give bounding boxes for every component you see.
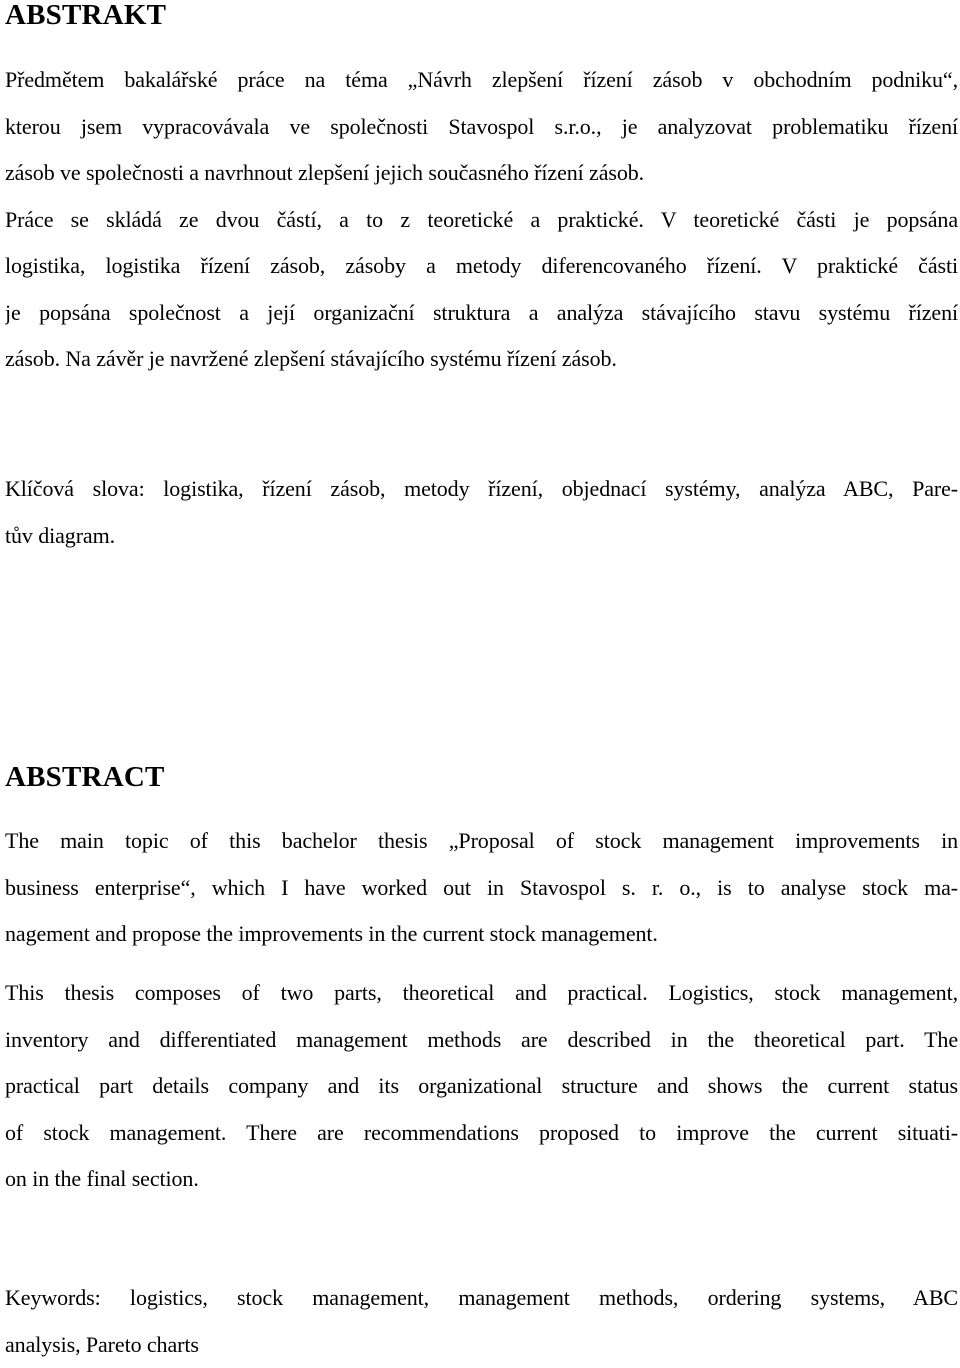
english-keywords-line: analysis, Pareto charts (5, 1322, 958, 1368)
czech-abstract-line: je popsána společnost a její organizační struktura a analýza stávajícího stavu systému řízení (5, 290, 958, 337)
czech-abstract-paragraph (5, 57, 958, 383)
czech-keywords-line: Klíčová slova: logistika, řízení zásob, metody řízení, objednací systémy, analýza ABC, Pare- (5, 466, 958, 513)
czech-abstract-heading: ABSTRAKT (5, 0, 166, 31)
english-abstract-line: nagement and propose the improvements in the current stock management. (5, 911, 958, 958)
english-abstract-line: of stock management. There are recommendations proposed to improve the current situati- (5, 1110, 958, 1157)
english-abstract-paragraph-2 (5, 970, 958, 1203)
english-abstract-line: business enterprise“, which I have worked out in Stavospol s. r. o., is to analyse stock ma- (5, 865, 958, 912)
czech-keywords-line: tův diagram. (5, 513, 958, 560)
czech-abstract-line: logistika, logistika řízení zásob, zásoby a metody diferencovaného řízení. V praktické části (5, 243, 958, 290)
english-abstract-heading: ABSTRACT (5, 761, 165, 793)
english-abstract-line: practical part details company and its organizational structure and shows the current status (5, 1063, 958, 1110)
english-keywords (5, 1275, 958, 1368)
english-abstract-paragraph-1 (5, 818, 958, 958)
english-keywords-line: Keywords: logistics, stock management, management methods, ordering systems, ABC (5, 1275, 958, 1322)
czech-abstract-line: zásob ve společnosti a navrhnout zlepšení jejich současného řízení zásob. (5, 150, 958, 197)
english-abstract-line: on in the final section. (5, 1156, 958, 1203)
czech-abstract-line: Předmětem bakalářské práce na téma „Návrh zlepšení řízení zásob v obchodním podniku“, (5, 57, 958, 104)
czech-abstract-line: zásob. Na závěr je navržené zlepšení stávajícího systému řízení zásob. (5, 336, 958, 383)
english-abstract-line: This thesis composes of two parts, theoretical and practical. Logistics, stock management, (5, 970, 958, 1017)
czech-abstract-line: Práce se skládá ze dvou částí, a to z teoretické a praktické. V teoretické části je popsána (5, 197, 958, 244)
czech-abstract-line: kterou jsem vypracovávala ve společnosti Stavospol s.r.o., je analyzovat problematiku řízení (5, 104, 958, 151)
czech-keywords (5, 466, 958, 559)
english-abstract-line: The main topic of this bachelor thesis „Proposal of stock management improvements in (5, 818, 958, 865)
english-abstract-line: inventory and differentiated management methods are described in the theoretical part. The (5, 1017, 958, 1064)
